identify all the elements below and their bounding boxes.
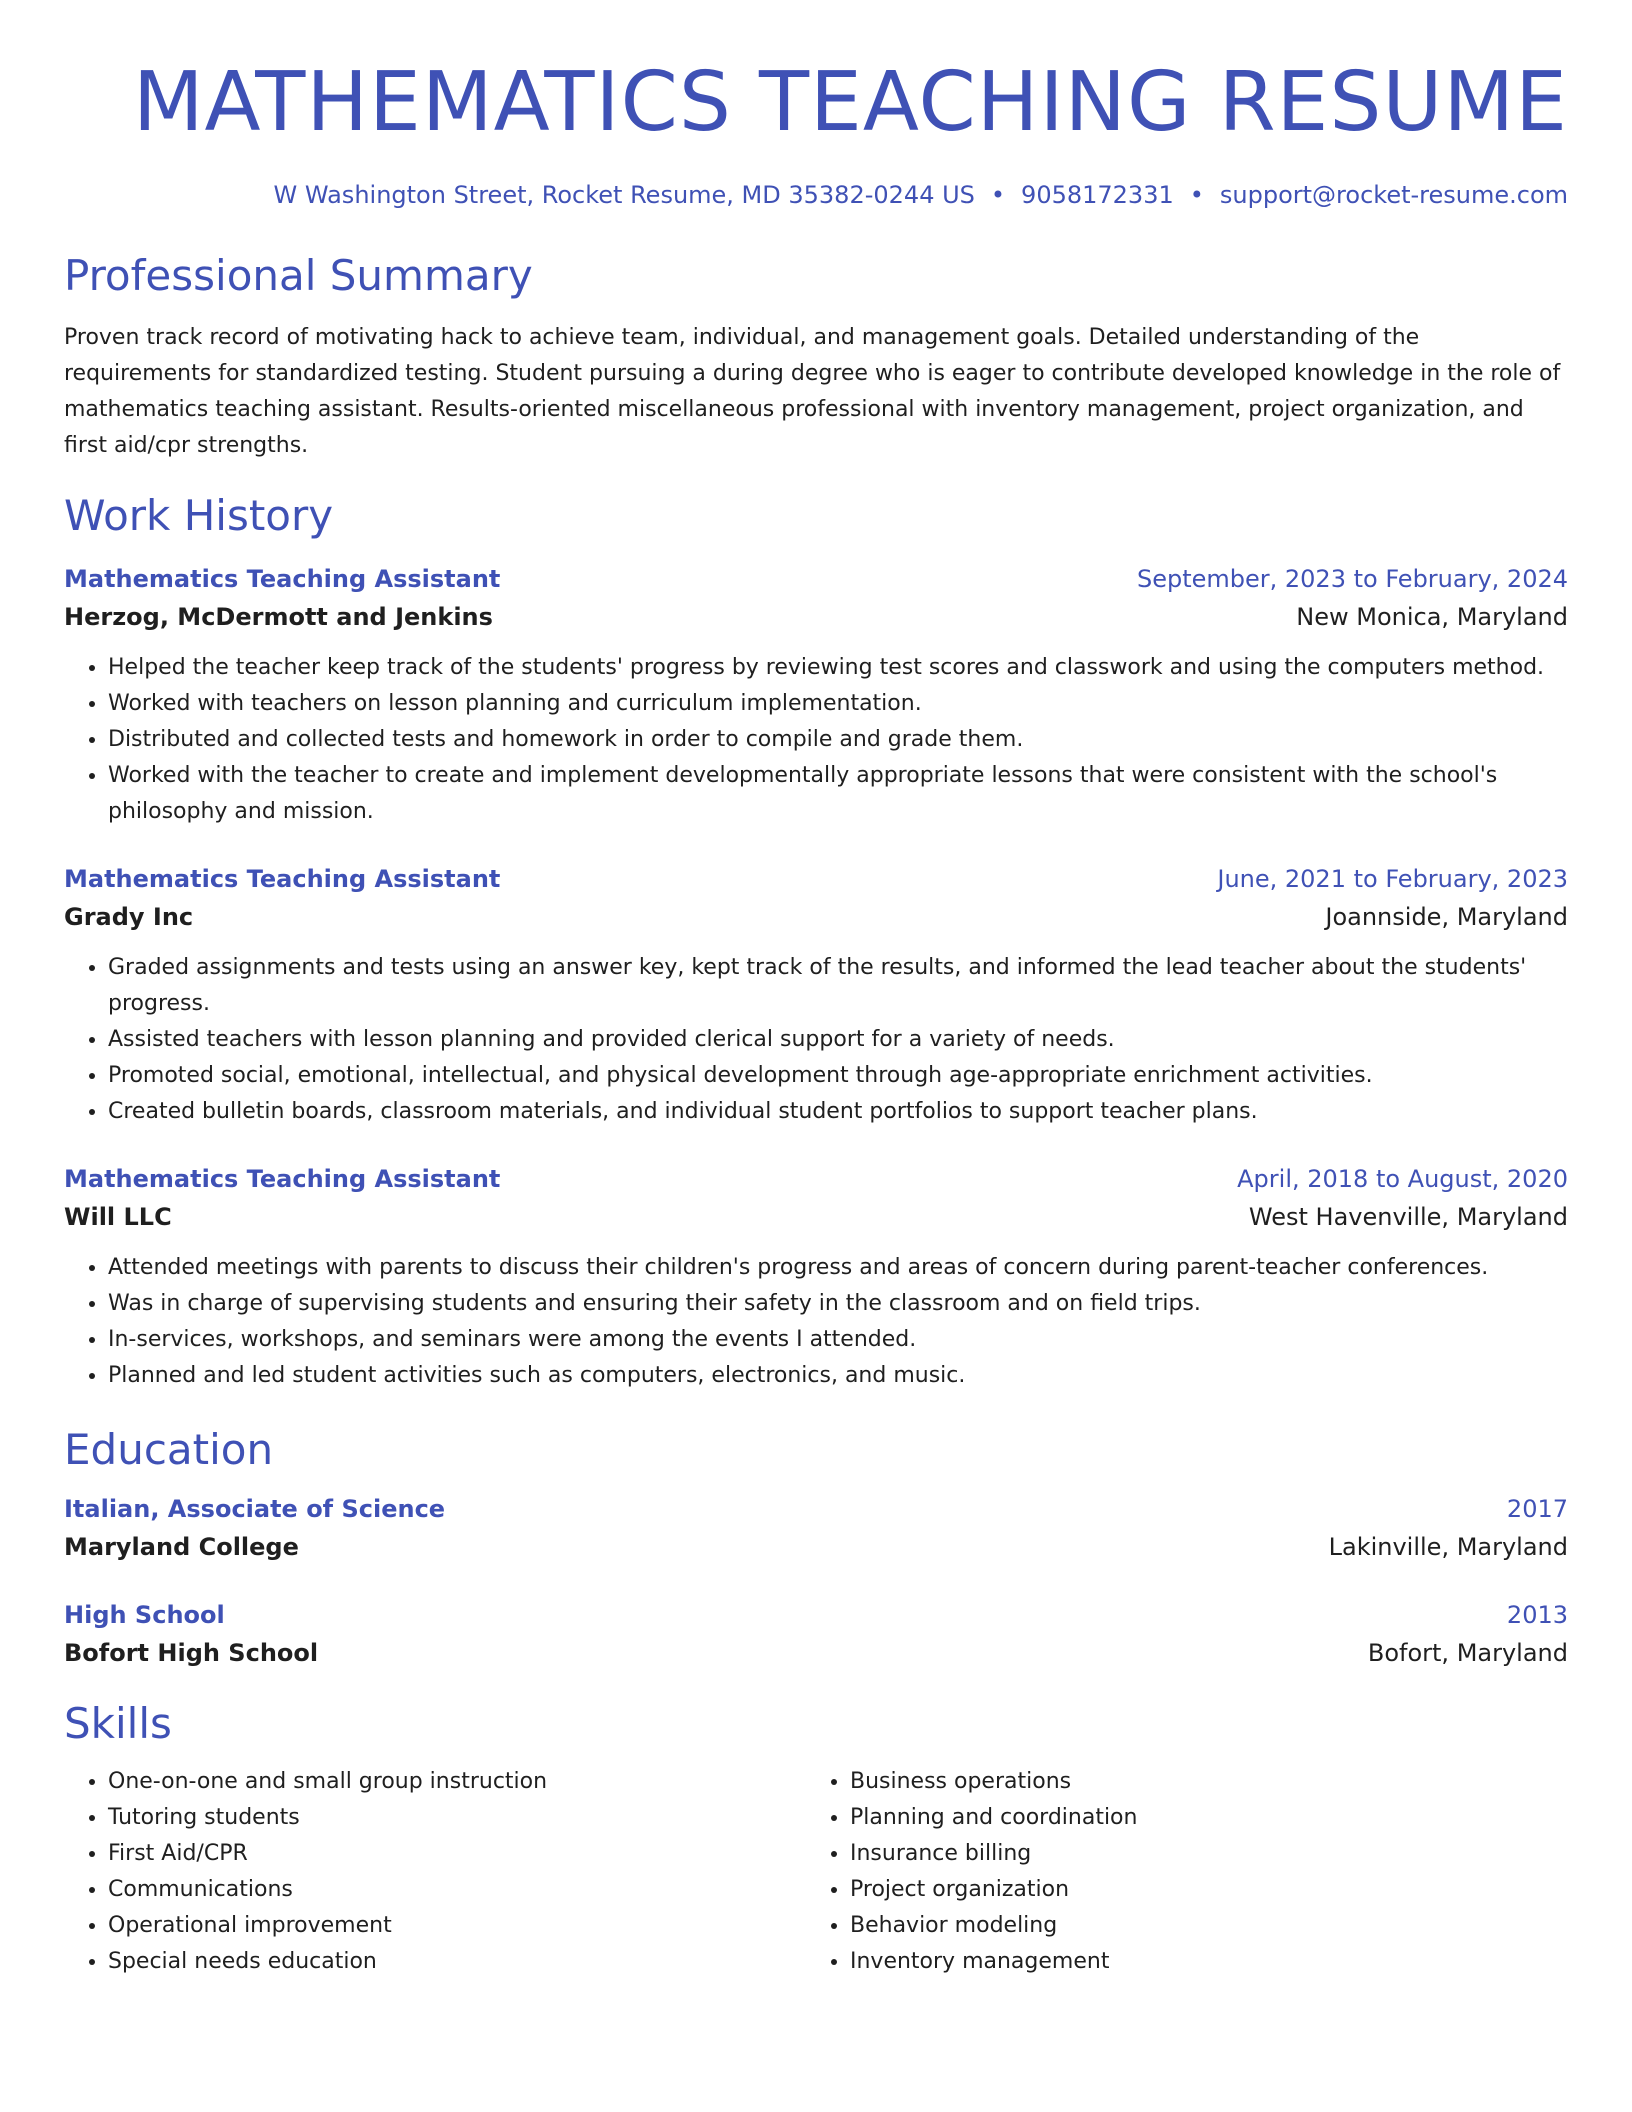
education-entry [64, 1490, 1568, 1566]
list-item: • Graded assignments and tests using an answer key, kept track of the results, and informed the lead teacher about the students' progress. [108, 950, 1568, 1022]
skills-columns [64, 1764, 1568, 1980]
skill-item: • One-on-one and small group instruction [108, 1764, 806, 1800]
job-bullets [64, 950, 1568, 1130]
skill-item: • First Aid/CPR [108, 1836, 806, 1872]
education-year: 2013 [1506, 1601, 1568, 1629]
education-location: Bofort, Maryland [1367, 1639, 1568, 1667]
phone: 9058172331 [1021, 181, 1174, 209]
job-bullets [64, 650, 1568, 830]
contact-line [64, 180, 1568, 210]
skill-item: • Insurance billing [850, 1836, 1548, 1872]
separator-dot: • [1189, 181, 1204, 209]
job-company: Will LLC [64, 1203, 172, 1231]
job-company: Grady Inc [64, 903, 194, 931]
section-title-summary: Professional Summary [64, 251, 533, 300]
education-degree: Italian, Associate of Science [64, 1495, 446, 1523]
education-school: Bofort High School [64, 1639, 319, 1667]
list-item: • In-services, workshops, and seminars were among the events I attended. [108, 1322, 1568, 1358]
education-entry [64, 1596, 1568, 1672]
summary-text: Proven track record of motivating hack to achieve team, individual, and management goals. Detailed understanding of the requirements for standardized testing. Student pursuing a during degree who is eager to contribute developed knowledge in the role of mathematics teaching assistant. Results-oriented miscellaneous professional with inventory management, project organization, and first aid/cpr strengths. [64, 325, 1561, 458]
skill-item: • Inventory management [850, 1944, 1548, 1980]
skill-item: • Operational improvement [108, 1908, 806, 1944]
skill-item: • Planning and coordination [850, 1800, 1548, 1836]
job-dates: September, 2023 to February, 2024 [1136, 565, 1568, 593]
section-title-work-history: Work History [64, 491, 334, 540]
education-location: Lakinville, Maryland [1328, 1533, 1568, 1561]
section-title-skills: Skills [64, 1699, 172, 1748]
skill-item: • Behavior modeling [850, 1908, 1548, 1944]
list-item: • Worked with teachers on lesson planning and curriculum implementation. [108, 686, 1568, 722]
job-role: Mathematics Teaching Assistant [64, 1165, 501, 1193]
list-item: • Distributed and collected tests and homework in order to compile and grade them. [108, 722, 1568, 758]
skill-item: • Project organization [850, 1872, 1548, 1908]
email-link[interactable]: support@rocket-resume.com [1219, 181, 1568, 209]
job-bullets [64, 1250, 1568, 1394]
list-item: • Worked with the teacher to create and implement developmentally appropriate lessons that were consistent with the school's philosophy and mission. [108, 758, 1568, 830]
resume-page [64, 0, 1568, 1980]
job-location: West Havenville, Maryland [1248, 1203, 1568, 1231]
skill-item: • Communications [108, 1872, 806, 1908]
job-role: Mathematics Teaching Assistant [64, 565, 501, 593]
job-dates: April, 2018 to August, 2020 [1237, 1165, 1568, 1193]
education-school: Maryland College [64, 1533, 299, 1561]
resume-title: MATHEMATICS TEACHING RESUME [132, 55, 1568, 150]
section-title-education: Education [64, 1425, 274, 1474]
skills-list-left [64, 1764, 806, 1980]
job-company: Herzog, McDermott and Jenkins [64, 603, 493, 631]
job-entry [64, 560, 1568, 830]
list-item: • Created bulletin boards, classroom materials, and individual student portfolios to support teacher plans. [108, 1094, 1568, 1130]
separator-dot: • [990, 181, 1006, 209]
job-role: Mathematics Teaching Assistant [64, 865, 501, 893]
skill-item: • Special needs education [108, 1944, 806, 1980]
job-location: Joannside, Maryland [1325, 903, 1568, 931]
skills-list-right [806, 1764, 1548, 1980]
list-item: • Helped the teacher keep track of the students' progress by reviewing test scores and classwork and using the computers method. [108, 650, 1568, 686]
list-item: • Assisted teachers with lesson planning and provided clerical support for a variety of needs. [108, 1022, 1568, 1058]
skill-item: • Tutoring students [108, 1800, 806, 1836]
job-entry [64, 1160, 1568, 1394]
job-location: New Monica, Maryland [1296, 603, 1568, 631]
education-year: 2017 [1506, 1495, 1568, 1523]
address: W Washington Street, Rocket Resume, MD 35382-0244 US [273, 181, 975, 209]
list-item: • Promoted social, emotional, intellectual, and physical development through age-appropriate enrichment activities. [108, 1058, 1568, 1094]
list-item: • Planned and led student activities such as computers, electronics, and music. [108, 1358, 1568, 1394]
list-item: • Attended meetings with parents to discuss their children's progress and areas of concern during parent-teacher conferences. [108, 1250, 1568, 1286]
list-item: • Was in charge of supervising students and ensuring their safety in the classroom and on field trips. [108, 1286, 1568, 1322]
skill-item: • Business operations [850, 1764, 1548, 1800]
education-degree: High School [64, 1601, 225, 1629]
job-dates: June, 2021 to February, 2023 [1217, 865, 1568, 893]
job-entry [64, 860, 1568, 1130]
